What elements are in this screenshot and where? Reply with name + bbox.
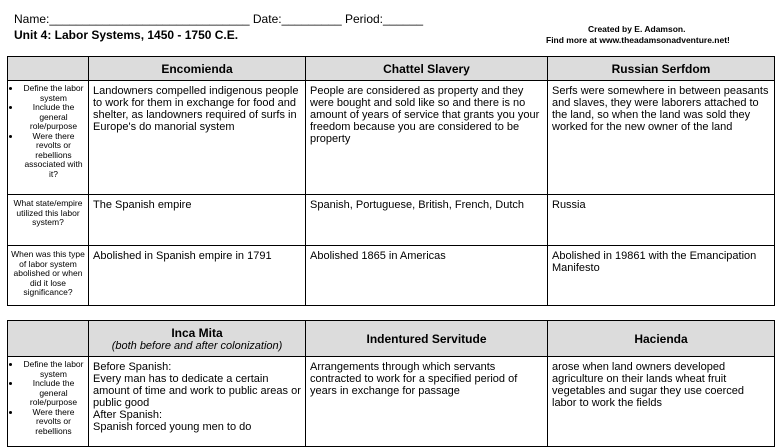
column-header-encomienda: Encomienda bbox=[89, 57, 306, 81]
chattel-slavery-state[interactable]: Spanish, Portuguese, British, French, Dutch bbox=[306, 195, 548, 246]
column-header-russian-serfdom: Russian Serfdom bbox=[548, 57, 775, 81]
worksheet-title: Unit 4: Labor Systems, 1450 - 1750 C.E. bbox=[14, 28, 239, 42]
hacienda-definition[interactable]: arose when land owners developed agriculture on their lands wheat fruit vegetables and sugar they use coerced labor to work the fields bbox=[548, 357, 775, 447]
column-header-indentured-servitude: Indentured Servitude bbox=[306, 321, 548, 357]
question-define: • Define the labor system bbox=[21, 84, 86, 103]
column-header-inca-mita bbox=[89, 321, 306, 357]
russian-serfdom-definition[interactable]: Serfs were somewhere in between peasants and slaves, they were laborers attached to the land, so when the land was sold they worked for the new owner of the land bbox=[548, 81, 775, 195]
question-revolts: • Were there revolts or rebellions associated with it? bbox=[21, 132, 86, 180]
column-header-chattel-slavery: Chattel Slavery bbox=[306, 57, 548, 81]
labor-systems-table-2 bbox=[7, 320, 775, 447]
row-question-define bbox=[8, 357, 89, 447]
column-header-hacienda: Hacienda bbox=[548, 321, 775, 357]
indentured-servitude-definition[interactable]: Arrangements through which servants contracted to work for a specified period of years in exchange for passage bbox=[306, 357, 548, 447]
row-question-state: What state/empire utilized this labor system? bbox=[8, 195, 89, 246]
labor-systems-table-1 bbox=[7, 56, 775, 306]
row-question-define bbox=[8, 81, 89, 195]
inca-mita-definition[interactable] bbox=[89, 357, 306, 447]
credit-website: Find more at www.theadamsonadventure.net! bbox=[546, 35, 730, 45]
encomienda-state[interactable]: The Spanish empire bbox=[89, 195, 306, 246]
inca-mita-title: Inca Mita bbox=[171, 325, 223, 340]
name-date-period-line: Name:______________________________ Date:_________ Period:______ bbox=[14, 12, 424, 26]
russian-serfdom-abolished[interactable]: Abolished in 19861 with the Emancipation Manifesto bbox=[548, 246, 775, 306]
chattel-slavery-abolished[interactable]: Abolished 1865 in Americas bbox=[306, 246, 548, 306]
corner-cell bbox=[8, 321, 89, 357]
question-role: • Include the general role/purpose bbox=[21, 379, 86, 408]
inca-mita-before-label: Before Spanish: bbox=[93, 361, 172, 373]
question-define: • Define the labor system bbox=[21, 360, 86, 379]
question-revolts: • Were there revolts or rebellions bbox=[21, 408, 86, 437]
chattel-slavery-definition[interactable]: People are considered as property and they were bought and sold like so and there is no amount of years of service that grants you your freedom because you are considered to be property bbox=[306, 81, 548, 195]
inca-mita-after-label: After Spanish: bbox=[93, 409, 163, 421]
inca-mita-before-text: Every man has to dedicate a certain amount of time and work to public areas or public good bbox=[93, 373, 301, 409]
inca-mita-after-text: Spanish forced young men to do bbox=[93, 421, 252, 433]
credit-author: Created by E. Adamson. bbox=[588, 24, 686, 34]
row-question-abolished: When was this type of labor system abolished or when did it lose significance? bbox=[8, 246, 89, 306]
encomienda-abolished[interactable]: Abolished in Spanish empire in 1791 bbox=[89, 246, 306, 306]
question-role: • Include the general role/purpose bbox=[21, 103, 86, 132]
corner-cell bbox=[8, 57, 89, 81]
inca-mita-subtitle: (both before and after colonization) bbox=[111, 339, 283, 352]
russian-serfdom-state[interactable]: Russia bbox=[548, 195, 775, 246]
encomienda-definition[interactable]: Landowners compelled indigenous people to work for them in exchange for food and shelter, as landowners required of surfs in Europe's do manorial system bbox=[89, 81, 306, 195]
